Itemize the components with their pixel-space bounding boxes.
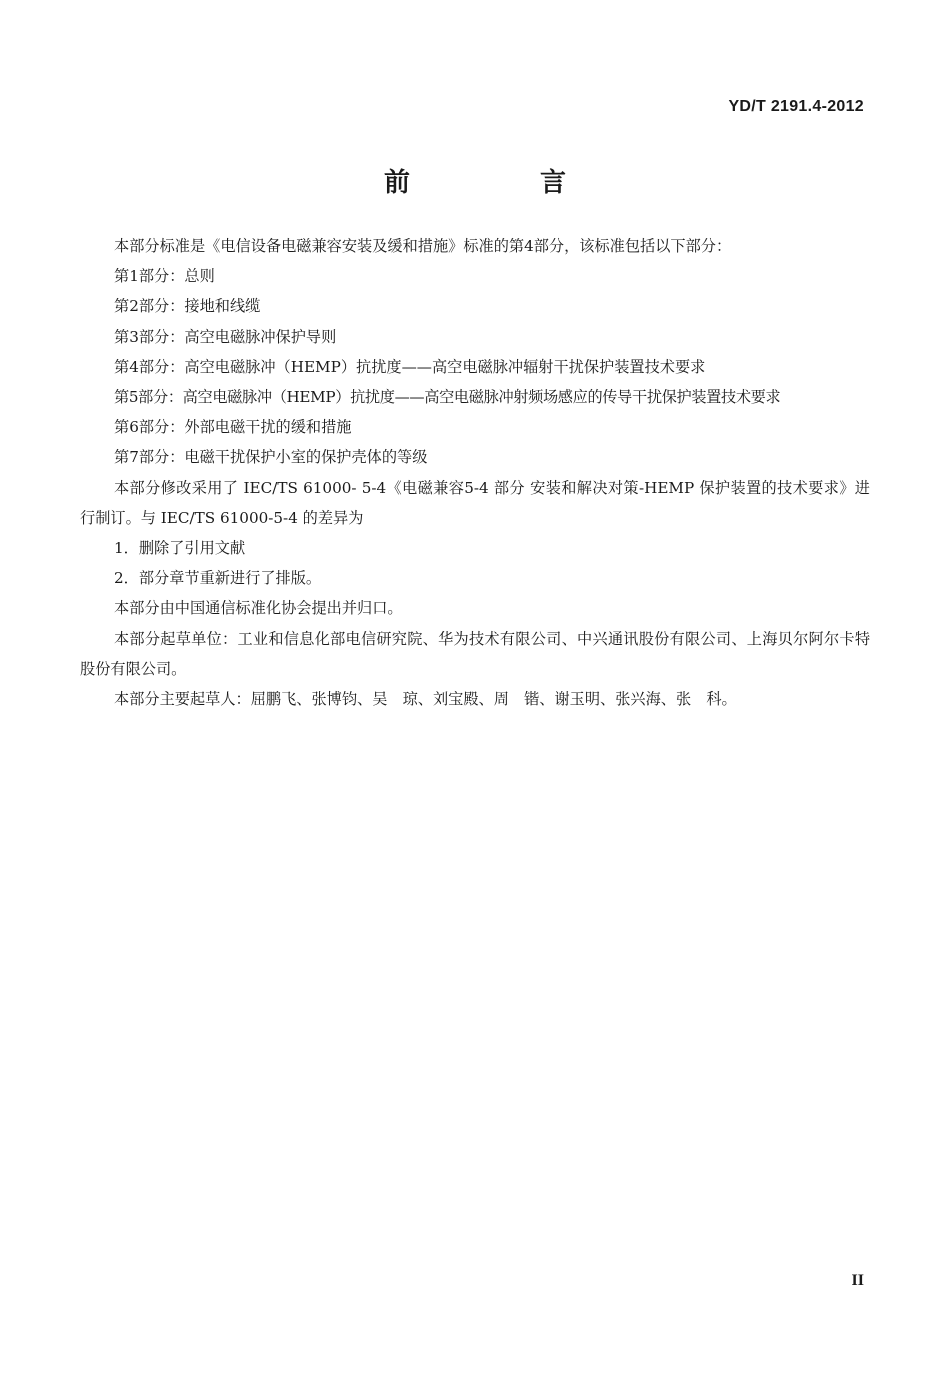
list-item-part-6: 第6部分：外部电磁干扰的缓和措施 [114, 418, 352, 437]
list-item-part-7: 第7部分：电磁干扰保护小室的保护壳体的等级 [114, 448, 428, 467]
document-body [80, 231, 870, 714]
standard-code: YD/T 2191.4-2012 [728, 98, 864, 115]
list-item-part-2: 第2部分：接地和线缆 [114, 297, 261, 316]
paragraph-intro: 本部分标准是《电信设备电磁兼容安装及缓和措施》标准的第4部分，该标准包括以下部分： [114, 237, 732, 255]
paragraph-drafters: 本部分主要起草人：屈鹏飞、张博钧、吴 琼、刘宝殿、周 锴、谢玉明、张兴海、张 科。 [114, 690, 737, 709]
list-item-part-3: 第3部分：高空电磁脉冲保护导则 [114, 327, 337, 346]
list-item-part-4: 第4部分：高空电磁脉冲（HEMP）抗扰度——高空电磁脉冲辐射干扰保护装置技术要求 [114, 357, 706, 376]
page-number: II [851, 1272, 864, 1289]
page-title: 前 言 [383, 168, 618, 198]
paragraph-proposer: 本部分由中国通信标准化协会提出并归口。 [114, 599, 403, 618]
list-item-part-1: 第1部分：总则 [114, 267, 215, 286]
list-item-difference-1: 1．删除了引用文献 [114, 539, 246, 558]
list-item-part-5: 第5部分：高空电磁脉冲（HEMP）抗扰度——高空电磁脉冲射频场感应的传导干扰保护装置技术要求 [114, 388, 781, 407]
paragraph-drafting-units: 本部分起草单位：工业和信息化部电信研究院、华为技术有限公司、中兴通讯股份有限公司、上海贝尔阿尔卡特股份有限公司。 [80, 629, 870, 678]
paragraph-adoption: 本部分修改采用了 IEC/TS 61000- 5-4《电磁兼容5-4 部分 安装和解决对策-HEMP 保护装置的技术要求》进行制订。与 IEC/TS 61000-5-4 的差异为 [80, 478, 870, 527]
list-item-difference-2: 2．部分章节重新进行了排版。 [114, 569, 322, 588]
